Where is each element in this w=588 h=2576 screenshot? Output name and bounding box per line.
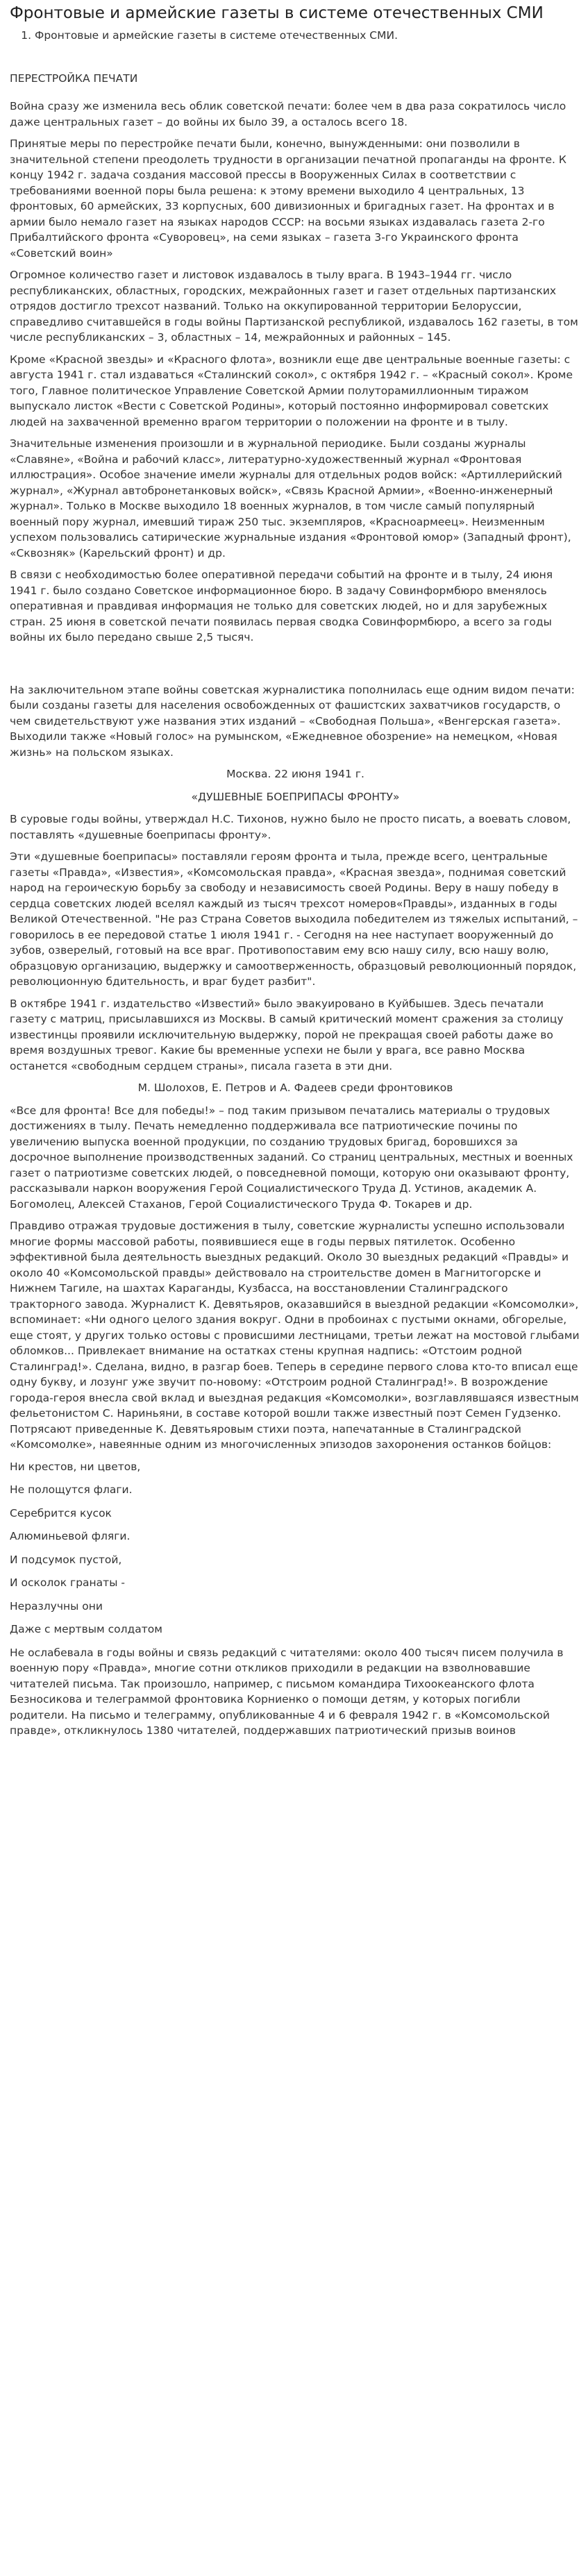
section-title: ПЕРЕСТРОЙКА ПЕЧАТИ: [10, 72, 138, 85]
poem-line: Даже с мертвым солдатом: [10, 1623, 162, 1635]
paragraph: Эти «душевные боеприпасы» поставляли героям фронта и тыла, прежде всего, центральные газеты «Правда», «Известия», «Комсомольская правда», «Красная звезда», поднимая советский народ на героическую борьбу за свободу и независимость своей Родины. Веру в нашу победу в сердца советских людей вселял каждый из тысяч трехсот номеров«Правды», изданных в годы Великой Отечественной. "Не раз Страна Советов выходила победителем из тяжелых испытаний, – говорилось в ее передовой статье 1 июля 1941 г. - Сегодня на нее наступает вооруженный до зубов, озверелый, готовый на все враг. Противопоставим ему всю нашу силу, всю нашу волю, образцовую организацию, выдержку и самоотверженность, образцовый революционный порядок, революционную бдительность, и враг будет разбит".: [10, 850, 578, 988]
section-5: [10, 1645, 581, 1739]
paragraph: Значительные изменения произошли и в журнальной периодике. Были созданы журналы «Славяне», «Война и рабочий класс», литературно-художественный журнал «Фронтовая иллюстрация». Особое значение имели журналы для отдельных родов войск: «Артиллерийский журнал», «Журнал автобронетанковых войск», «Связь Красной Армии», «Военно-инженерный журнал». Только в Москве выходило 18 военных журналов, в том числе самый популярный военный пору журнал, имевший тираж 250 тыс. экземпляров, «Красноармеец». Неизменным успехом пользовались сатирические журнальные издания «Фронтовой юмор» (Западный фронт), «Сквозняк» (Карельский фронт) и др.: [10, 437, 571, 559]
spacer: [10, 652, 581, 682]
poem-line: Серебрится кусок: [10, 1506, 112, 1519]
paragraph: Правдиво отражая трудовые достижения в тылу, советские журналисты успешно использовали многие формы массовой работы, появившиеся еще в годы первых пятилеток. Особенно эффективной была деятельность выездных редакций. Около 30 выездных редакций «Правды» и около 40 «Комсомольской правды» действовало на строительстве домен в Магнитогорске и Нижнем Тагиле, на шахтах Караганды, Кузбасса, на восстановлении Сталинградского тракторного завода. Журналист К. Девятьяров, оказавшийся в выездной редакции «Комсомолки», вспоминает: «Ни одного целого здания вокруг. Одни в пробоинах с пустыми окнами, обгорелые, еще стоят, у других только остовы с провисшими лестницами, третьи лежат на мостовой глыбами обломков... Привлекает внимание на остатках стены крупная надпись: «Отстоим родной Сталинград!». Сделана, видно, в разгар боев. Теперь в середине первого слова кто-то вписал еще одну букву, и лозунг уже звучит по-новому: «Отстроим родной Сталинград!». В возрождение города-героя внесла свой вклад и выездная редакция «Комсомолки», возглавлявшаяся известным фельетонистом С. Нариньяни, в составе которой вошли также известный поэт Семен Гудзенко. Потрясают приведенные К. Девятьяровым стихи поэта, напечатанные в Сталинградской «Комсомолке», навеянные одним из многочисленных эпизодов захоронения останков бойцов:: [10, 1220, 580, 1451]
paragraph: На заключительном этапе войны советская журналистика пополнилась еще одним видом печати: были созданы газеты для населения освобожденных от фашистских захватчиков государств, о чем свидетельствуют уже названия этих изданий – «Свободная Польша», «Венгерская газета». Выходили также «Новый голос» на румынском, «Ежедневное обозрение» на немецком, «Новая жизнь» на польском языках.: [10, 683, 575, 759]
paragraph: В суровые годы войны, утверждал Н.С. Тихонов, нужно было не просто писать, а воевать словом, поставлять «душевные боеприпасы фронту».: [10, 813, 571, 841]
poem-line: Алюминьевой фляги.: [10, 1530, 131, 1542]
paragraph: Не ослабевала в годы войны и связь редакций с читателями: около 400 тысяч писем получила в военную пору «Правда», многие сотни откликов приходили в редакции на взволновавшие читателей письма. Так произошло, например, с письмом командира Тихоокеанского флота Безносикова и телеграммой фронтовика Корниенко о помощи детям, у которых погибли родители. На письмо и телеграмму, опубликованные 4 и 6 февраля 1942 г. в «Комсомольской правде», откликнулось 1380 читателей, поддержавших патриотический призыв воинов: [10, 1646, 564, 1737]
poem-line: Не полощутся флаги.: [10, 1483, 133, 1496]
poem-line: Ни крестов, ни цветов,: [10, 1460, 141, 1473]
paragraph: Война сразу же изменила весь облик советской печати: более чем в два раза сократилось число даже центральных газет – до войны их было 39, а осталось всего 18.: [10, 100, 566, 128]
section-2: [10, 682, 581, 761]
section-4: [10, 1103, 581, 1453]
paragraph: В связи с необходимостью более оперативной передачи событий на фронте и в тылу, 24 июня 1941 г. было создано Советское информационное бюро. В задачу Совинформбюро вменялось оперативная и правдивая информация не только для советских людей, но и для зарубежных стран. 25 июня в советской печати появилась первая сводка Совинформбюро, а всего за годы войны их было передано свыше 2,5 тысяч.: [10, 569, 553, 643]
paragraph: Огромное количество газет и листовок издавалось в тылу врага. В 1943–1944 гг. число республиканских, областных, городских, межрайонных газет и газет отдельных партизанских отрядов достигло трехсот названий. Только на оккупированной территории Белоруссии, справедливо считавшейся в годы войны Партизанской республикой, издавалось 162 газеты, в том числе республиканских – 3, областных – 14, межрайонных и районных – 145.: [10, 269, 578, 344]
paragraph: «Все для фронта! Все для победы!» – под таким призывом печатались материалы о трудовых достижениях в тылу. Печать немедленно поддерживала все патриотические почины по увеличению выпуска военной продукции, по созданию трудовых бригад, боровшихся за досрочное выполнение производственных заданий. Со страниц центральных, местных и военных газет о патриотизме советских людей, о повседневной помощи, которую они оказывают фронту, рассказывали наркон вооружения Герой Социалистического Труда Д. Устинов, академик А. Богомолец, Алексей Стаханов, Герой Социалистического Труда Ф. Токарев и др.: [10, 1104, 573, 1211]
poem-line: И подсумок пустой,: [10, 1553, 122, 1566]
paragraph: В октябре 1941 г. издательство «Известий» было эвакуировано в Куйбышев. Здесь печатали газету с матриц, присылавшихся из Москвы. В самый критический момент сражения за столицу известинцы проявили исключительную выдержку, порой не прекращая своей работы даже во время воздушных тревог. Какие бы временные успехи не были у врага, все равно Москва останется «свободным сердцем страны», писала газета в эти дни.: [10, 997, 564, 1072]
page-title: Фронтовые и армейские газеты в системе отечественных СМИ: [10, 4, 544, 22]
toc-item[interactable]: 1. Фронтовые и армейские газеты в системе отечественных СМИ.: [35, 28, 581, 43]
poem: [10, 1459, 581, 1638]
poem-line: Неразлучны они: [10, 1599, 103, 1613]
section-1: [10, 99, 581, 646]
table-of-contents: [10, 28, 581, 43]
subheading: «ДУШЕВНЫЕ БОЕПРИПАСЫ ФРОНТУ»: [191, 790, 400, 803]
poem-line: И осколок гранаты -: [10, 1576, 125, 1589]
dateline: Москва. 22 июня 1941 г.: [226, 768, 364, 780]
image-caption-authors: М. Шолохов, Е. Петров и А. Фадеев среди фронтовиков: [137, 1081, 453, 1094]
paragraph: Принятые меры по перестройке печати были, конечно, вынужденными: они позволили в значительной степени преодолеть трудности в организации печатной пропаганды на фронте. К концу 1942 г. задача создания массовой прессы в Вооруженных Силах в соответствии с требованиями военной поры была решена: к этому времени выходило 4 центральных, 13 фронтовых, 60 армейских, 33 корпусных, 600 дивизионных и бригадных газет. На фронтах и в армии было немало газет на языках народов СССР: на восьми языках издавалась газета 2-го Прибалтийского фронта «Суворовец», на семи языках – газета 3-го Украинского фронта «Советский воин»: [10, 137, 566, 260]
section-3: [10, 811, 581, 1074]
paragraph: Кроме «Красной звезды» и «Красного флота», возникли еще две центральные военные газеты: с августа 1941 г. стал издаваться «Сталинский сокол», с октября 1942 г. – «Красный сокол». Кроме того, Главное политическое Управление Советской Армии полуторамиллионным тиражом выпускало листок «Вести с Советской Родины», который постоянно информировал советских людей на захваченной временно врагом территории о положении на фронте и в тылу.: [10, 353, 573, 428]
